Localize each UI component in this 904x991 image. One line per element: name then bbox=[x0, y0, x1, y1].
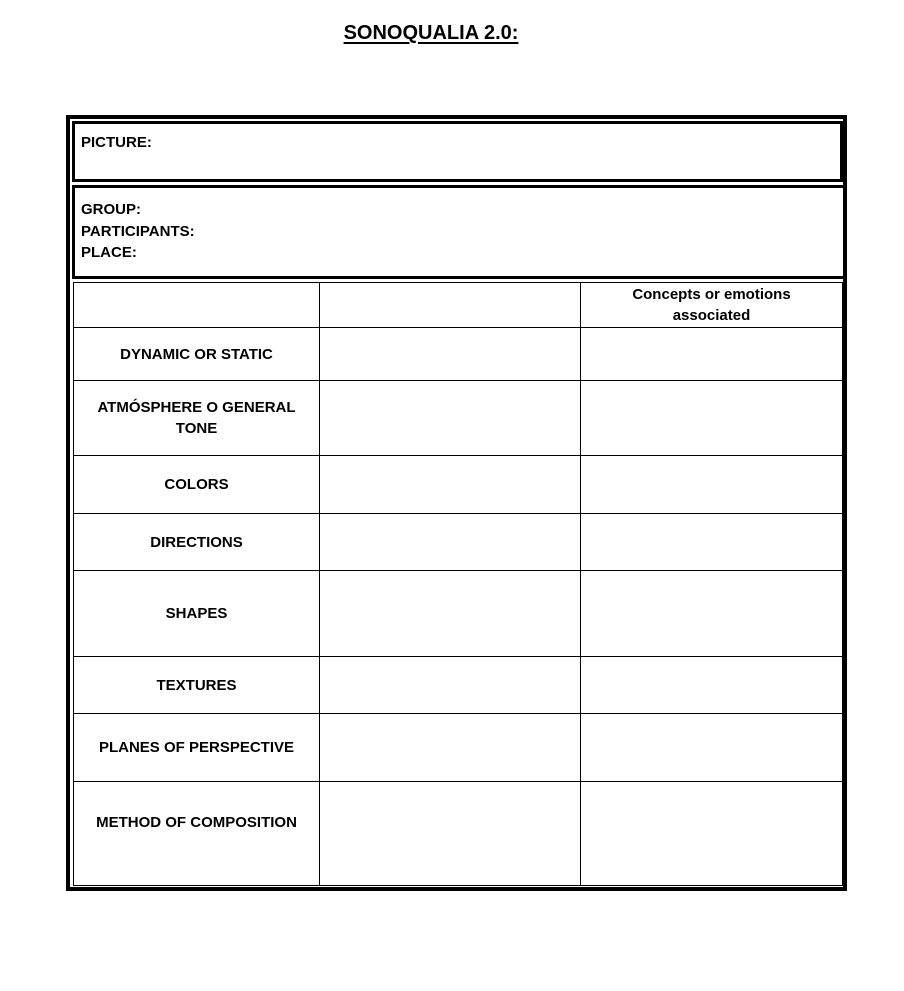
table-cell bbox=[320, 328, 581, 381]
table-cell bbox=[320, 571, 581, 657]
table-row bbox=[74, 514, 843, 571]
row-label-planes-of-perspective: PLANES OF PERSPECTIVE bbox=[74, 714, 320, 782]
table-row bbox=[74, 571, 843, 657]
table-row bbox=[74, 657, 843, 714]
form-frame bbox=[66, 115, 847, 891]
table-cell bbox=[320, 782, 581, 886]
participants-label: PARTICIPANTS: bbox=[81, 222, 195, 240]
table-row bbox=[74, 381, 843, 456]
table-cell bbox=[581, 571, 843, 657]
table-cell bbox=[320, 381, 581, 456]
table-cell bbox=[581, 381, 843, 456]
row-label-directions: DIRECTIONS bbox=[74, 514, 320, 571]
table-row bbox=[74, 328, 843, 381]
table-cell bbox=[581, 782, 843, 886]
table-cell bbox=[581, 657, 843, 714]
row-label-colors: COLORS bbox=[74, 456, 320, 514]
row-label-method-of-composition: METHOD OF COMPOSITION bbox=[74, 782, 320, 886]
table-row bbox=[74, 456, 843, 514]
row-label-shapes: SHAPES bbox=[74, 571, 320, 657]
table-cell bbox=[581, 514, 843, 571]
table-cell bbox=[320, 657, 581, 714]
table-cell bbox=[320, 514, 581, 571]
header-cell-description bbox=[320, 283, 581, 328]
place-label: PLACE: bbox=[81, 244, 137, 261]
row-label-dynamic-or-static: DYNAMIC OR STATIC bbox=[74, 328, 320, 381]
group-info-box bbox=[72, 185, 847, 279]
group-label: GROUP: bbox=[81, 201, 141, 218]
table-cell bbox=[320, 456, 581, 514]
table-cell bbox=[581, 714, 843, 782]
row-label-atmosphere: ATMÓSPHERE O GENERAL TONE bbox=[74, 381, 320, 456]
table-cell bbox=[581, 456, 843, 514]
table-cell bbox=[320, 714, 581, 782]
page-title: SONOQUALIA 2.0: bbox=[343, 22, 519, 44]
table-row bbox=[74, 714, 843, 782]
analysis-table bbox=[73, 282, 843, 886]
picture-label: PICTURE: bbox=[81, 134, 152, 151]
picture-field bbox=[72, 121, 843, 182]
header-cell-concepts: Concepts or emotions associated bbox=[581, 283, 843, 328]
table-row bbox=[74, 782, 843, 886]
table-cell bbox=[581, 328, 843, 381]
row-label-textures: TEXTURES bbox=[74, 657, 320, 714]
table-header-row bbox=[74, 283, 843, 328]
header-cell-aspect bbox=[74, 283, 320, 328]
